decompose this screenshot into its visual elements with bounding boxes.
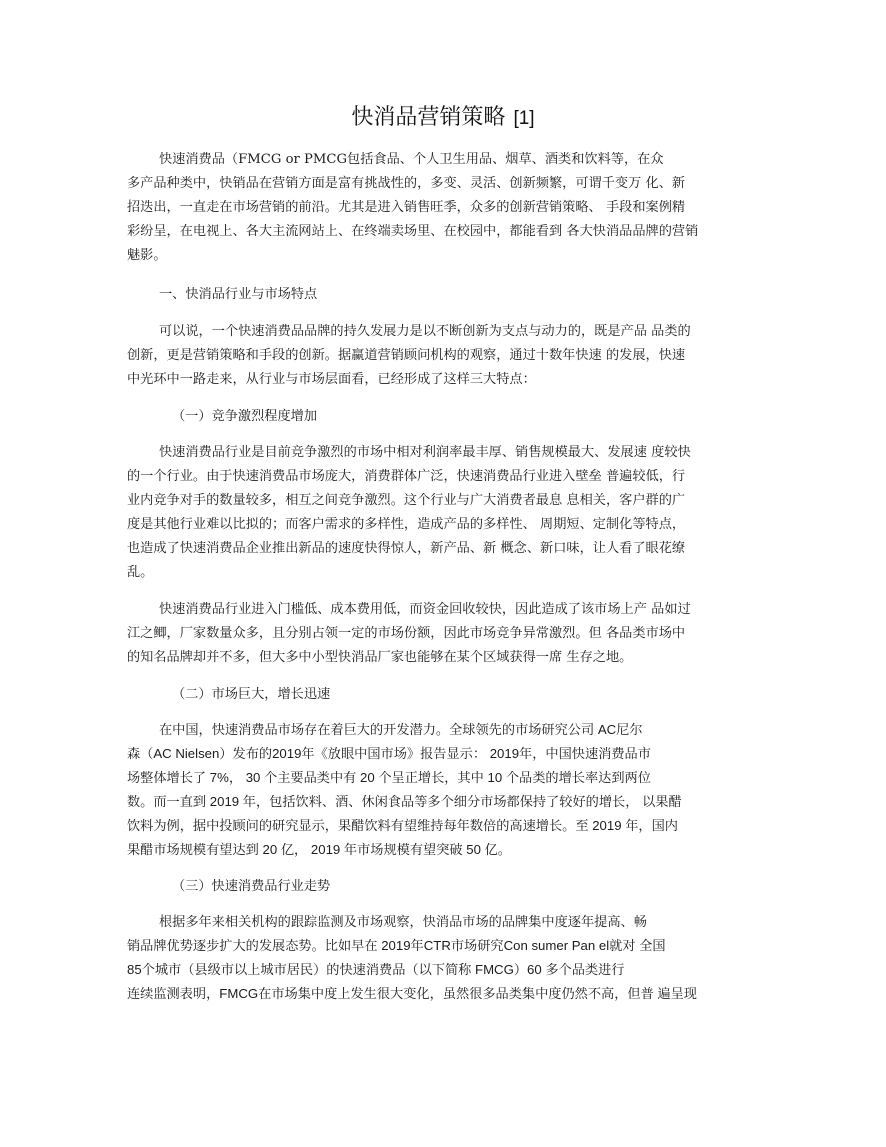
paragraph-line: 招迭出，一直走在市场营销的前沿。尤其是进入销售旺季，众多的创新营销策略、 手段和案例精 bbox=[127, 200, 686, 215]
paragraph-line: 饮料为例，据中投顾问的研究显示，果醋饮料有望维持每年数倍的高速增长。至 2019 年，国内 bbox=[127, 818, 678, 833]
section-heading: 一、快消品行业与市场特点 bbox=[159, 287, 318, 302]
paragraph-line: 彩纷呈，在电视上、各大主流网站上、在终端卖场里、在校园中，都能看到 各大快消品品牌的营销 bbox=[127, 224, 699, 239]
paragraph-line: 多产品种类中，快销品在营销方面是富有挑战性的，多变、灵活、创新频繁，可谓千变万 化、新 bbox=[127, 176, 686, 191]
paragraph-line: 销品牌优势逐步扩大的发展态势。比如早在 2019年CTR市场研究Con sumer Pan el就对 全国 bbox=[127, 938, 666, 953]
paragraph-line: 中光环中一路走来，从行业与市场层面看，已经形成了这样三大特点： bbox=[127, 372, 536, 387]
paragraph-line: 的知名品牌却并不多，但大多中小型快消品厂家也能够在某个区域获得一席 生存之地。 bbox=[127, 650, 633, 665]
paragraph-line: 的一个行业。由于快速消费品市场庞大，消费群体广泛，快速消费品行业进入壁垒 普遍较低，行 bbox=[127, 469, 686, 484]
title-reference: [1] bbox=[513, 108, 535, 129]
paragraph-line: 度是其他行业难以比拟的；而客户需求的多样性，造成产品的多样性、 周期短、定制化等特点， bbox=[127, 517, 686, 532]
subsection-heading: （二）市场巨大，增长迅速 bbox=[172, 687, 331, 702]
subsection-heading: （一）竞争激烈程度增加 bbox=[172, 409, 318, 424]
title-text: 快消品营销策略 bbox=[351, 105, 506, 130]
paragraph-line: 业内竞争对手的数量较多，相互之间竞争激烈。这个行业与广大消费者最息 息相关，客户群的广 bbox=[127, 493, 686, 508]
paragraph-line: 也造成了快速消费品企业推出新品的速度快得惊人，新产品、新 概念、新口味，让人看了眼花缭 bbox=[127, 541, 686, 556]
paragraph-line: 果醋市场规模有望达到 20 亿， 2019 年市场规模有望突破 50 亿。 bbox=[127, 842, 511, 857]
paragraph-line: 乱。 bbox=[127, 565, 154, 580]
paragraph-line: 快速消费品行业进入门槛低、成本费用低，而资金回收较快，因此造成了该市场上产 品如过 bbox=[159, 602, 691, 617]
subsection-heading: （三）快速消费品行业走势 bbox=[172, 879, 331, 894]
paragraph-line: 在中国，快速消费品市场存在着巨大的开发潜力。全球领先的市场研究公司 AC尼尔 bbox=[159, 722, 643, 737]
paragraph-line: 创新，更是营销策略和手段的创新。据赢道营销顾问机构的观察，通过十数年快速 的发展，快速 bbox=[127, 348, 686, 363]
paragraph-line: 85个城市（县级市以上城市居民）的快速消费品（以下简称 FMCG）60 多个品类进行 bbox=[127, 962, 625, 977]
paragraph-line: 快速消费品行业是目前竞争激烈的市场中相对利润率最丰厚、销售规模最大、发展速 度较快 bbox=[159, 445, 691, 460]
document-title bbox=[0, 103, 886, 134]
paragraph-line: 场整体增长了 7%， 30 个主要品类中有 20 个呈正增长，其中 10 个品类的增长率达到两位 bbox=[127, 770, 651, 785]
paragraph-line: 江之鲫，厂家数量众多，且分别占领一定的市场份额，因此市场竞争异常激烈。但 各品类市场中 bbox=[127, 626, 686, 641]
paragraph-line: 森（AC Nielsen）发布的2019年《放眼中国市场》报告显示： 2019年，中国快速消费品市 bbox=[127, 746, 651, 761]
paragraph-line: 可以说，一个快速消费品品牌的持久发展力是以不断创新为支点与动力的，既是产品 品类的 bbox=[159, 324, 691, 339]
paragraph-line: 根据多年来相关机构的跟踪监测及市场观察，快消品市场的品牌集中度逐年提高、畅 bbox=[159, 914, 647, 929]
paragraph-line: 快速消费品（FMCG or PMCG包括食品、个人卫生用品、烟草、酒类和饮料等，在众 bbox=[159, 152, 664, 167]
paragraph-line: 数。而一直到 2019 年，包括饮料、酒、休闲食品等多个细分市场都保持了较好的增长， 以果醋 bbox=[127, 794, 682, 809]
paragraph-line: 连续监测表明，FMCG在市场集中度上发生很大变化，虽然很多品类集中度仍然不高，但普 遍呈现 bbox=[127, 986, 697, 1001]
paragraph-line: 魅影。 bbox=[127, 248, 167, 263]
